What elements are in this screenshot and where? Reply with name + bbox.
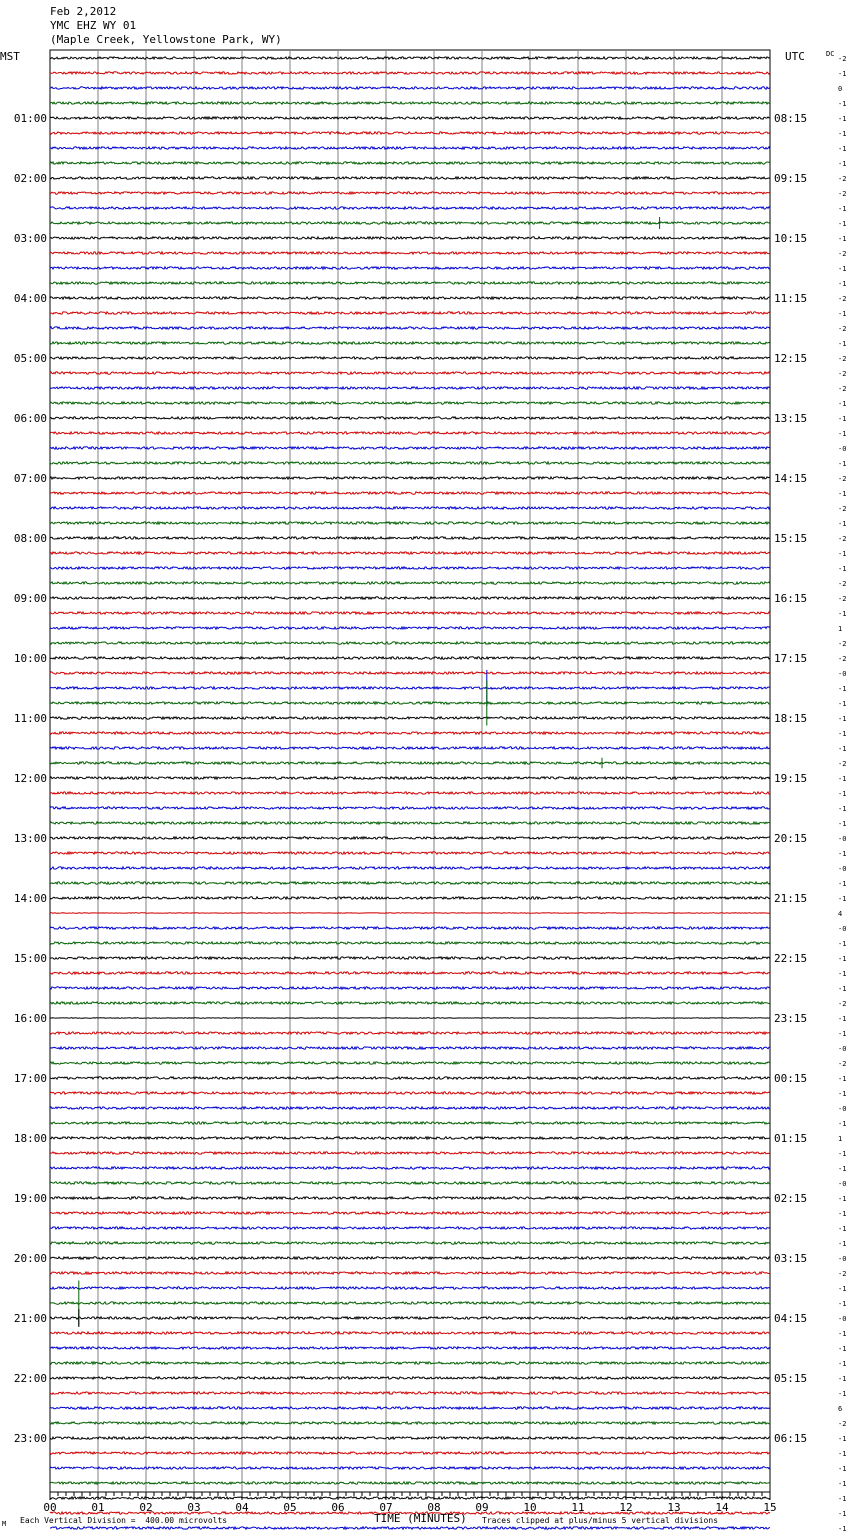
trace-row	[50, 987, 770, 989]
trace-row	[50, 1482, 770, 1484]
trace-row	[50, 522, 770, 524]
trace-row	[50, 732, 770, 734]
hour-label-right: 06:15	[774, 1432, 808, 1445]
hour-label-left: 08:00	[13, 532, 47, 545]
hour-label-right: 16:15	[774, 592, 808, 605]
dc-offset-value: -1	[838, 1225, 847, 1233]
trace-row	[50, 312, 770, 314]
hour-label-left: 17:00	[13, 1072, 47, 1085]
trace-row	[50, 642, 770, 644]
trace-row	[50, 882, 770, 884]
trace-row	[50, 1527, 770, 1529]
hour-label-right: 19:15	[774, 772, 808, 785]
trace-row	[50, 807, 770, 809]
x-axis-label: TIME (MINUTES)	[374, 1512, 467, 1525]
dc-offset-value: -1	[838, 775, 847, 783]
x-tick-label: 04	[235, 1501, 249, 1514]
dc-offset-value: -1	[838, 115, 847, 123]
hour-label-right: 03:15	[774, 1252, 808, 1265]
trace-row	[50, 402, 770, 404]
trace-row	[50, 252, 770, 254]
dc-offset-value: -1	[838, 940, 847, 948]
dc-offset-value: -1	[838, 1195, 847, 1203]
dc-offset-value: -2	[838, 1000, 847, 1008]
dc-offset-value: -1	[838, 1525, 847, 1533]
x-tick-label: 10	[523, 1501, 537, 1514]
trace-row	[50, 282, 770, 284]
trace-row	[50, 1077, 770, 1079]
trace-row	[50, 72, 770, 74]
dc-offset-value: -0	[838, 865, 847, 873]
dc-offset-value: -2	[838, 250, 847, 258]
trace-row	[50, 1032, 770, 1034]
hour-label-right: 11:15	[774, 292, 808, 305]
station-code: YMC EHZ WY 01	[50, 19, 137, 32]
dc-offset-value: -1	[838, 460, 847, 468]
trace-row	[50, 822, 770, 824]
dc-offset-value: -1	[838, 955, 847, 963]
dc-offset-value: -1	[838, 610, 847, 618]
trace-row	[50, 1317, 770, 1319]
dc-offset-value: -1	[838, 205, 847, 213]
dc-offset-value: -1	[838, 1480, 847, 1488]
trace-row	[50, 477, 770, 479]
trace-row	[50, 612, 770, 614]
dc-offset-value: -2	[838, 1270, 847, 1278]
trace-row	[50, 1272, 770, 1274]
hour-label-right: 15:15	[774, 532, 808, 545]
dc-offset-value: -1	[838, 985, 847, 993]
trace-row	[50, 447, 770, 449]
trace-row	[50, 342, 770, 344]
hour-label-right: 13:15	[774, 412, 808, 425]
hour-label-right: 05:15	[774, 1372, 808, 1385]
dc-offset-value: -1	[838, 400, 847, 408]
dc-offset-value: -1	[838, 805, 847, 813]
dc-offset-value: -1	[838, 1300, 847, 1308]
dc-offset-value: -1	[838, 1330, 847, 1338]
trace-row	[50, 1047, 770, 1049]
trace-row	[50, 417, 770, 419]
dc-offset-value: -1	[838, 1120, 847, 1128]
dc-offset-value: -1	[838, 730, 847, 738]
trace-row	[50, 672, 770, 674]
trace-row	[50, 267, 770, 269]
hour-label-left: 19:00	[13, 1192, 47, 1205]
hour-label-left: 18:00	[13, 1132, 47, 1145]
trace-row	[50, 1407, 770, 1409]
dc-offset-value: -0	[838, 445, 847, 453]
hour-label-left: 14:00	[13, 892, 47, 905]
trace-row	[50, 1497, 770, 1499]
dc-offset-value: -1	[838, 1465, 847, 1473]
trace-row	[50, 1182, 770, 1184]
clip-note: Traces clipped at plus/minus 5 vertical divisions	[482, 1516, 719, 1525]
hour-label-left: 09:00	[13, 592, 47, 605]
trace-row	[50, 777, 770, 779]
hour-label-left: 16:00	[13, 1012, 47, 1025]
hour-label-right: 12:15	[774, 352, 808, 365]
trace-row	[50, 492, 770, 494]
dc-offset-value: -1	[838, 1075, 847, 1083]
dc-offset-value: -1	[838, 1435, 847, 1443]
x-tick-label: 12	[619, 1501, 633, 1514]
trace-row	[50, 1422, 770, 1424]
trace-row	[50, 117, 770, 119]
dc-offset-value: -1	[838, 700, 847, 708]
dc-offset-value: -2	[838, 760, 847, 768]
dc-offset-value: -2	[838, 475, 847, 483]
plot-frame	[50, 50, 770, 1492]
dc-offset-value: -1	[838, 280, 847, 288]
hour-label-left: 12:00	[13, 772, 47, 785]
dc-offset-value: -1	[838, 1210, 847, 1218]
x-tick-label: 15	[763, 1501, 777, 1514]
trace-row	[50, 297, 770, 299]
dc-offset-value: -2	[838, 640, 847, 648]
hour-label-right: 10:15	[774, 232, 808, 245]
dc-offset-value: -1	[838, 1240, 847, 1248]
hour-label-left: 20:00	[13, 1252, 47, 1265]
hour-label-right: 14:15	[774, 472, 808, 485]
dc-offset-value: -1	[838, 790, 847, 798]
dc-offset-value: -1	[838, 820, 847, 828]
hour-label-left: 02:00	[13, 172, 47, 185]
trace-row	[50, 357, 770, 359]
dc-offset-value: -1	[838, 70, 847, 78]
trace-row	[50, 87, 770, 89]
dc-offset-value: -0	[838, 670, 847, 678]
trace-row	[50, 913, 770, 914]
dc-offset-value: -2	[838, 1420, 847, 1428]
trace-row	[50, 867, 770, 869]
hour-label-left: 10:00	[13, 652, 47, 665]
trace-row	[50, 537, 770, 539]
trace-row	[50, 162, 770, 164]
trace-row	[50, 177, 770, 179]
x-tick-label: 07	[379, 1501, 393, 1514]
trace-row	[50, 387, 770, 389]
hour-label-right: 09:15	[774, 172, 808, 185]
dc-offset-value: -2	[838, 190, 847, 198]
trace-row	[50, 957, 770, 959]
dc-offset-value: -1	[838, 880, 847, 888]
dc-offset-value: -1	[838, 340, 847, 348]
dc-offset-value: -1	[838, 430, 847, 438]
trace-row	[50, 327, 770, 329]
hour-label-right: 21:15	[774, 892, 808, 905]
trace-row	[50, 1227, 770, 1229]
x-tick-label: 11	[571, 1501, 585, 1514]
trace-row	[50, 792, 770, 794]
dc-offset-value: -1	[838, 1390, 847, 1398]
x-tick-label: 09	[475, 1501, 489, 1514]
dc-offset-value: -1	[838, 1450, 847, 1458]
x-tick-label: 02	[139, 1501, 153, 1514]
trace-row	[50, 942, 770, 944]
dc-offset-value: -1	[838, 100, 847, 108]
vertical-scale-note: Each Vertical Division = 400.00 microvolts	[20, 1516, 228, 1525]
trace-row	[50, 1197, 770, 1199]
trace-row	[50, 1152, 770, 1154]
x-tick-label: 06	[331, 1501, 345, 1514]
dc-offset-value: -1	[838, 550, 847, 558]
hour-label-right: 22:15	[774, 952, 808, 965]
dc-offset-value: -2	[838, 580, 847, 588]
hour-label-left: 03:00	[13, 232, 47, 245]
trace-row	[50, 1257, 770, 1259]
trace-row	[50, 1122, 770, 1124]
dc-offset-value: -1	[838, 895, 847, 903]
hour-label-left: 01:00	[13, 112, 47, 125]
dc-offset-value: -2	[838, 295, 847, 303]
trace-row	[50, 972, 770, 974]
dc-offset-value: -1	[838, 970, 847, 978]
plot-date: Feb 2,2012	[50, 5, 117, 18]
trace-row	[50, 432, 770, 434]
trace-row	[50, 687, 770, 689]
dc-offset-value: -1	[838, 1495, 847, 1503]
trace-row	[50, 657, 770, 659]
trace-row	[50, 57, 770, 59]
dc-offset-value: -1	[838, 1090, 847, 1098]
dc-offset-value: -1	[838, 1360, 847, 1368]
dc-offset-value: -0	[838, 1105, 847, 1113]
dc-offset-value: -1	[838, 265, 847, 273]
dc-offset-value: -1	[838, 220, 847, 228]
trace-row	[50, 762, 770, 764]
dc-offset-value: -1	[838, 235, 847, 243]
hour-label-right: 08:15	[774, 112, 808, 125]
dc-offset-value: -2	[838, 325, 847, 333]
dc-offset-value: -1	[838, 1165, 847, 1173]
hour-label-left: 21:00	[13, 1312, 47, 1325]
trace-row	[50, 507, 770, 509]
hour-label-right: 18:15	[774, 712, 808, 725]
x-tick-label: 01	[91, 1501, 105, 1514]
dc-offset-value: -2	[838, 505, 847, 513]
dc-offset-value: -1	[838, 1150, 847, 1158]
dc-offset-value: -2	[838, 370, 847, 378]
hour-label-left: 11:00	[13, 712, 47, 725]
trace-row	[50, 717, 770, 719]
trace-row	[50, 582, 770, 584]
hour-label-left: 04:00	[13, 292, 47, 305]
trace-row	[50, 237, 770, 239]
trace-row	[50, 837, 770, 839]
trace-row	[50, 462, 770, 464]
trace-row	[50, 1467, 770, 1469]
dc-offset-value: -1	[838, 745, 847, 753]
trace-row	[50, 1437, 770, 1439]
dc-offset-value: -1	[838, 415, 847, 423]
trace-row	[50, 1242, 770, 1244]
x-tick-label: 08	[427, 1501, 441, 1514]
trace-row	[50, 1377, 770, 1379]
trace-row	[50, 1287, 770, 1289]
trace-row	[50, 1332, 770, 1334]
trace-row	[50, 1002, 770, 1004]
trace-row	[50, 567, 770, 569]
hour-label-left: 13:00	[13, 832, 47, 845]
dc-offset-value: -0	[838, 925, 847, 933]
dc-offset-value: 6	[838, 1405, 843, 1413]
trace-row	[50, 1302, 770, 1304]
dc-offset-value: -1	[838, 685, 847, 693]
hour-label-left: 06:00	[13, 412, 47, 425]
trace-row	[50, 1212, 770, 1214]
x-tick-label: 05	[283, 1501, 297, 1514]
trace-row	[50, 1362, 770, 1364]
hour-label-right: 20:15	[774, 832, 808, 845]
dc-offset-value: -1	[838, 850, 847, 858]
dc-offset-value: -0	[838, 1045, 847, 1053]
hour-label-right: 04:15	[774, 1312, 808, 1325]
trace-row	[50, 1062, 770, 1064]
station-location: (Maple Creek, Yellowstone Park, WY)	[50, 33, 282, 46]
dc-offset-value: -1	[838, 130, 847, 138]
trace-row	[50, 222, 770, 224]
dc-offset-value: -1	[838, 1015, 847, 1023]
dc-offset-value: -1	[838, 1510, 847, 1518]
dc-offset-value: -2	[838, 535, 847, 543]
trace-row	[50, 1167, 770, 1169]
footer-mark: M	[2, 1520, 7, 1528]
trace-row	[50, 1107, 770, 1109]
hour-label-right: 17:15	[774, 652, 808, 665]
hour-label-left: 23:00	[13, 1432, 47, 1445]
dc-offset-value: -1	[838, 490, 847, 498]
dc-offset-value: -1	[838, 520, 847, 528]
dc-offset-value: -0	[838, 1255, 847, 1263]
trace-row	[50, 132, 770, 134]
trace-row	[50, 927, 770, 929]
dc-offset-value: 0	[838, 85, 843, 93]
trace-row	[50, 372, 770, 374]
x-tick-label: 14	[715, 1501, 729, 1514]
trace-row	[50, 1137, 770, 1139]
hour-label-left: 05:00	[13, 352, 47, 365]
trace-row	[50, 147, 770, 149]
dc-offset-value: -2	[838, 385, 847, 393]
dc-offset-value: 1	[838, 625, 843, 633]
dc-offset-value: -1	[838, 160, 847, 168]
hour-label-left: 22:00	[13, 1372, 47, 1385]
dc-offset-header: DC	[826, 50, 835, 58]
timezone-left-label: MST	[0, 50, 20, 63]
trace-row	[50, 552, 770, 554]
dc-offset-value: -2	[838, 1060, 847, 1068]
dc-offset-value: -0	[838, 835, 847, 843]
hour-label-left: 07:00	[13, 472, 47, 485]
hour-label-left: 15:00	[13, 952, 47, 965]
dc-offset-value: -2	[838, 355, 847, 363]
dc-offset-value: -1	[838, 145, 847, 153]
trace-row	[50, 627, 770, 629]
dc-offset-value: -1	[838, 310, 847, 318]
trace-row	[50, 1347, 770, 1349]
x-tick-label: 03	[187, 1501, 201, 1514]
dc-offset-value: -1	[838, 1375, 847, 1383]
dc-offset-value: -2	[838, 175, 847, 183]
hour-label-right: 02:15	[774, 1192, 808, 1205]
dc-offset-value: -2	[838, 655, 847, 663]
x-tick-label: 00	[43, 1501, 57, 1514]
trace-row	[50, 747, 770, 749]
x-tick-label: 13	[667, 1501, 681, 1514]
dc-offset-value: -1	[838, 565, 847, 573]
dc-offset-value: -1	[838, 1030, 847, 1038]
hour-label-right: 01:15	[774, 1132, 808, 1145]
trace-row	[50, 207, 770, 209]
dc-offset-value: -2	[838, 55, 847, 63]
dc-offset-value: -0	[838, 1180, 847, 1188]
hour-label-right: 00:15	[774, 1072, 808, 1085]
dc-offset-value: -0	[838, 1315, 847, 1323]
trace-row	[50, 897, 770, 899]
trace-row	[50, 1092, 770, 1094]
trace-row	[50, 1392, 770, 1394]
trace-row	[50, 1452, 770, 1454]
dc-offset-value: 1	[838, 1135, 843, 1143]
dc-offset-value: -2	[838, 595, 847, 603]
trace-row	[50, 702, 770, 704]
trace-row	[50, 102, 770, 104]
timezone-right-label: UTC	[785, 50, 805, 63]
dc-offset-value: -1	[838, 1285, 847, 1293]
trace-row	[50, 192, 770, 194]
trace-row	[50, 1018, 770, 1019]
dc-offset-value: 4	[838, 910, 843, 918]
hour-label-right: 23:15	[774, 1012, 808, 1025]
trace-row	[50, 597, 770, 599]
dc-offset-value: -1	[838, 715, 847, 723]
dc-offset-value: -1	[838, 1345, 847, 1353]
trace-row	[50, 852, 770, 854]
